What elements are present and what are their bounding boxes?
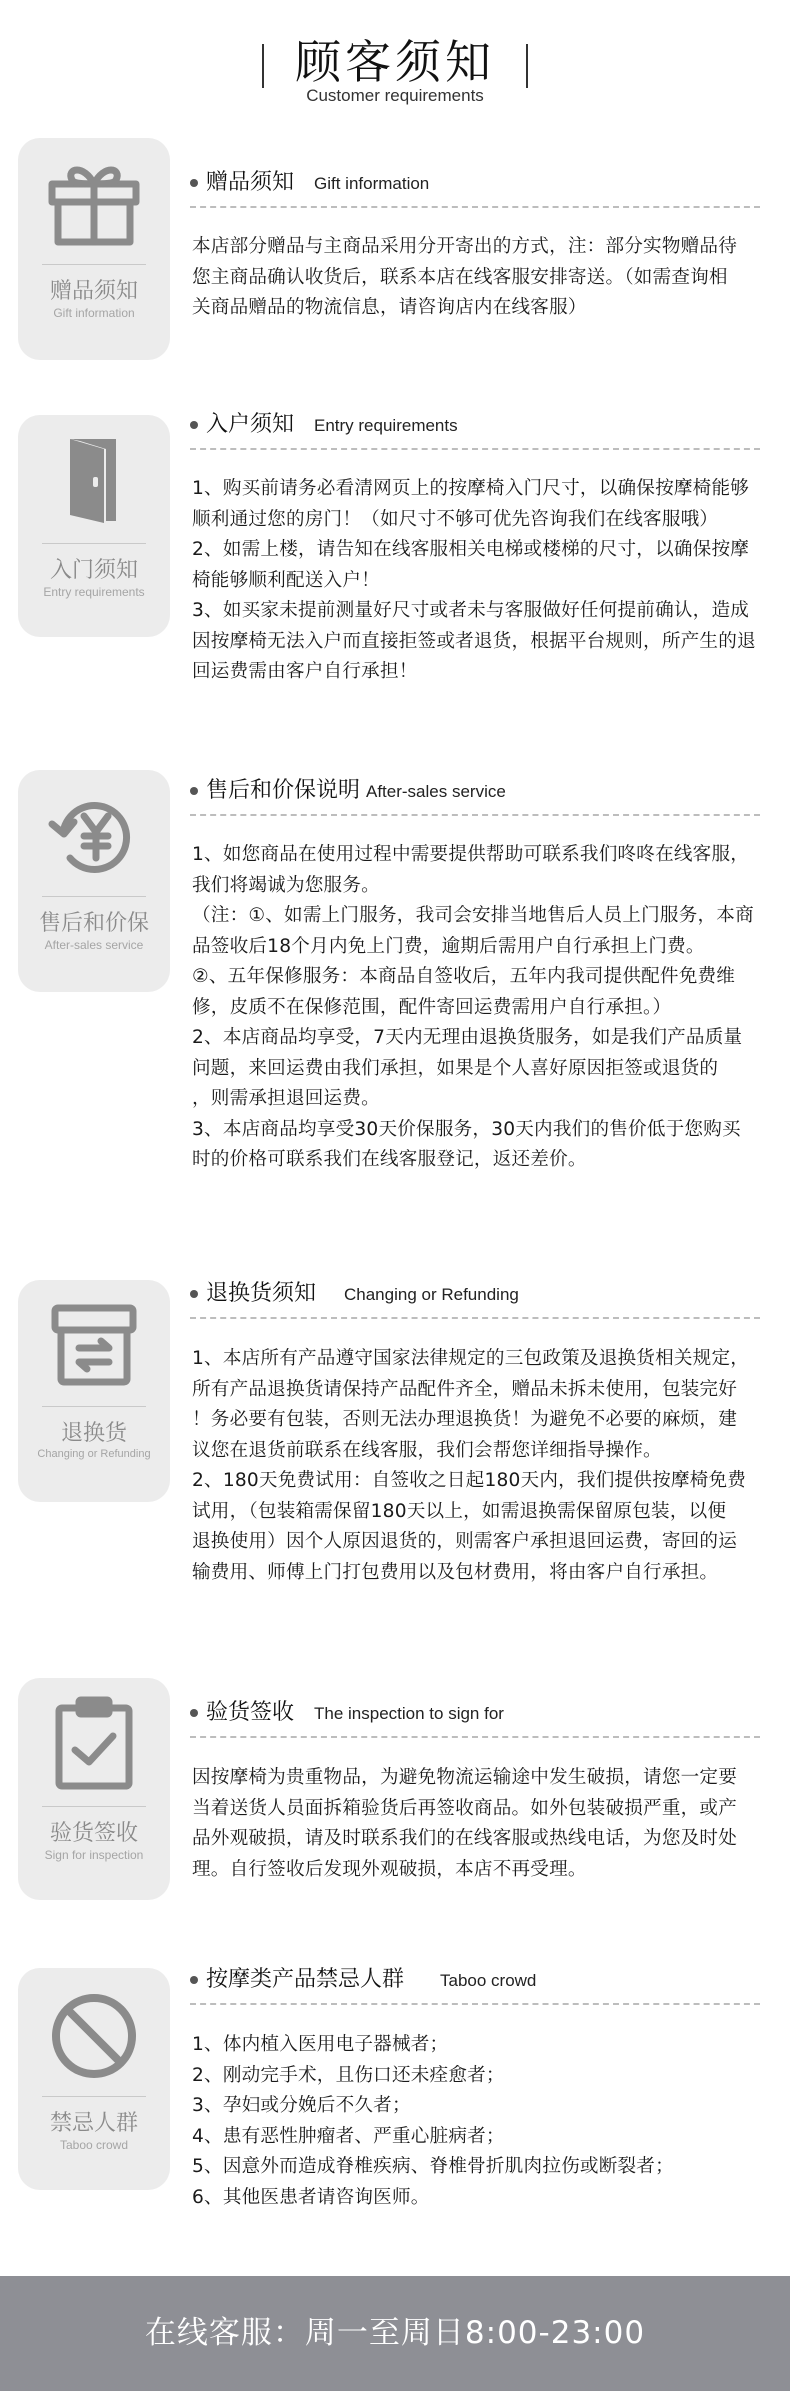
section-body: [192, 840, 770, 1176]
body-line: 5、因意外而造成脊椎疾病、脊椎骨折肌肉拉伤或断裂者；: [192, 2156, 674, 2177]
body-line: 您主商品确认收货后，联系本店在线客服安排寄送。（如需查询相: [192, 266, 728, 288]
prohibited-icon: [46, 1988, 142, 2084]
page-title: 顾客须知: [295, 35, 495, 89]
body-line: ，则需承担退回运费。: [192, 1088, 380, 1109]
taboo-icon-card: [18, 1968, 170, 2190]
icon-label-cn: 售后和价保: [38, 911, 149, 936]
body-line: 1、购买前请务必看清网页上的按摩椅入门尺寸，以确保按摩椅能够: [192, 478, 750, 499]
bullet-dot: [190, 787, 198, 795]
body-line: 回运费需由客户自行承担！: [192, 661, 418, 682]
inspection-icon-card: [18, 1678, 170, 1900]
page-header: [0, 30, 790, 120]
section-title-en: Entry requirements: [314, 416, 458, 435]
body-line: 时的价格可联系我们在线客服登记，返还差价。: [192, 1149, 587, 1170]
service-hours-footer: [0, 2276, 790, 2391]
section-title-en: After-sales service: [366, 782, 506, 801]
title-right-bar: [526, 44, 528, 88]
dashed-divider: [190, 1736, 760, 1738]
icon-divider: [42, 2096, 146, 2097]
body-line: ②、五年保修服务：本商品自签收后，五年内我司提供配件免费维: [192, 966, 736, 987]
bullet-dot: [190, 1976, 198, 1984]
body-line: 2、180天免费试用：自签收之日起180天内，我们提供按摩椅免费: [192, 1470, 747, 1491]
bullet-dot: [190, 421, 198, 429]
body-line: 议您在退货前联系在线客服，我们会帮您详细指导操作。: [192, 1439, 662, 1461]
body-line: 所有产品退换货请保持产品配件齐全，赠品未拆未使用，包装完好: [192, 1378, 738, 1400]
body-line: 顺利通过您的房门！（如尺寸不够可优先咨询我们在线客服哦）: [192, 508, 719, 530]
body-line: 本店部分赠品与主商品采用分开寄出的方式，注：部分实物赠品待: [192, 236, 738, 257]
service-hours-text: 在线客服：周一至周日8:00-23:00: [144, 2315, 646, 2351]
icon-label-en: Changing or Refunding: [37, 1448, 151, 1460]
icon-divider: [42, 1806, 146, 1807]
exchange-box-icon: [49, 1302, 139, 1388]
bullet-dot: [190, 1290, 198, 1298]
exchange-icon-card: [18, 1280, 170, 1502]
section-body: [192, 2030, 770, 2213]
body-line: 退换使用）因个人原因退货的，则需客户承担退回运费，寄回的运: [192, 1531, 738, 1552]
body-line: 品外观破损，请及时联系我们的在线客服或热线电话，为您及时处: [192, 1828, 738, 1849]
body-line: 当着送货人员面拆箱验货后再签收商品。如外包装破损严重，或产: [192, 1797, 738, 1819]
body-line: 1、本店所有产品遵守国家法律规定的三包政策及退换货相关规定，: [192, 1348, 750, 1369]
body-line: 6、其他医患者请咨询医师。: [192, 2186, 430, 2208]
body-line: 3、孕妇或分娩后不久者；: [192, 2095, 411, 2116]
section-title-cn: 按摩类产品禁忌人群: [206, 1967, 405, 1992]
section-title-en: Taboo crowd: [440, 1971, 537, 1990]
section-title-cn: 退换货须知: [206, 1281, 317, 1306]
icon-label-cn: 赠品须知: [49, 279, 138, 304]
door-icon: [46, 435, 142, 527]
dashed-divider: [190, 1317, 760, 1319]
body-line: 3、本店商品均享受30天价保服务，30天内我们的售价低于您购买: [192, 1118, 741, 1140]
icon-label-cn: 禁忌人群: [49, 2111, 138, 2136]
icon-label-en: Entry requirements: [43, 585, 145, 599]
dashed-divider: [190, 2003, 760, 2005]
body-line: 关商品赠品的物流信息，请咨询店内在线客服）: [192, 297, 587, 318]
body-line: 试用，（包装箱需保留180天以上，如需退换需保留原包装，以便: [192, 1500, 727, 1522]
body-line: 2、本店商品均享受，7天内无理由退换货服务，如是我们产品质量: [192, 1027, 743, 1048]
icon-label-cn: 入门须知: [49, 558, 138, 583]
body-line: 我们将竭诚为您服务。: [192, 874, 380, 896]
body-line: 4、患有恶性肿瘤者、严重心脏病者；: [192, 2125, 505, 2147]
icon-label-en: Sign for inspection: [44, 1848, 144, 1862]
body-line: 因按摩椅为贵重物品，为避免物流运输途中发生破损，请您一定要: [192, 1767, 738, 1788]
icon-label-en: Gift information: [53, 306, 135, 320]
bullet-dot: [190, 179, 198, 187]
section-body: [192, 474, 770, 688]
icon-label-en: Taboo crowd: [59, 2138, 129, 2152]
body-line: 问题，来回运费由我们承担，如果是个人喜好原因拒签或退货的: [192, 1057, 719, 1079]
icon-divider: [42, 543, 146, 544]
dashed-divider: [190, 814, 760, 816]
icon-label-en: After-sales service: [44, 938, 144, 952]
body-line: 输费用、师傅上门打包费用以及包材费用，将由客户自行承担。: [192, 1561, 719, 1583]
body-line: 2、刚动完手术，且伤口还未痊愈者；: [192, 2064, 505, 2086]
gift-icon-card: [18, 138, 170, 360]
body-line: （注：①、如需上门服务，我司会安排当地售后人员上门服务，本商: [192, 905, 754, 926]
icon-divider: [42, 264, 146, 265]
section-title-en: Changing or Refunding: [344, 1285, 519, 1304]
icon-divider: [42, 1406, 146, 1407]
body-line: 椅能够顺利配送入户！: [192, 569, 380, 591]
section-body: [192, 1344, 770, 1588]
door-icon-card: [18, 415, 170, 637]
body-line: 1、体内植入医用电子器械者；: [192, 2034, 449, 2055]
after-sales-icon-card: [18, 770, 170, 992]
body-line: 理。自行签收后发现外观破损，本店不再受理。: [192, 1858, 587, 1880]
dashed-divider: [190, 448, 760, 450]
yuan-refresh-icon: [44, 788, 144, 884]
section-title-cn: 售后和价保说明: [206, 778, 361, 803]
section-title-cn: 赠品须知: [206, 170, 295, 195]
icon-label-cn: 验货签收: [49, 1821, 138, 1846]
body-line: 2、如需上楼，请告知在线客服相关电梯或楼梯的尺寸，以确保按摩: [192, 539, 750, 560]
section-title-en: The inspection to sign for: [314, 1704, 504, 1723]
bullet-dot: [190, 1709, 198, 1717]
page-subtitle: Customer requirements: [306, 86, 484, 105]
icon-divider: [42, 896, 146, 897]
gift-icon: [46, 158, 142, 248]
clipboard-check-icon: [49, 1696, 139, 1792]
body-line: 修，皮质不在保修范围，配件寄回运费需用户自行承担。）: [192, 996, 672, 1018]
section-title-en: Gift information: [314, 174, 430, 193]
section-title-cn: 验货签收: [206, 1700, 295, 1725]
body-line: 品签收后18个月内免上门费，逾期后需用户自行承担上门费。: [192, 935, 705, 957]
body-line: 因按摩椅无法入户而直接拒签或者退货，根据平台规则，所产生的退: [192, 630, 756, 652]
body-line: 3、如买家未提前测量好尺寸或者未与客服做好任何提前确认，造成: [192, 600, 750, 621]
section-title-cn: 入户须知: [206, 412, 295, 437]
dashed-divider: [190, 206, 760, 208]
icon-label-cn: 退换货: [60, 1421, 127, 1446]
section-body: [192, 232, 770, 324]
section-body: [192, 1763, 770, 1885]
body-line: ！务必要有包装，否则无法办理退换货！为避免不必要的麻烦，建: [192, 1409, 738, 1430]
body-line: 1、如您商品在使用过程中需要提供帮助可联系我们咚咚在线客服，: [192, 844, 750, 865]
